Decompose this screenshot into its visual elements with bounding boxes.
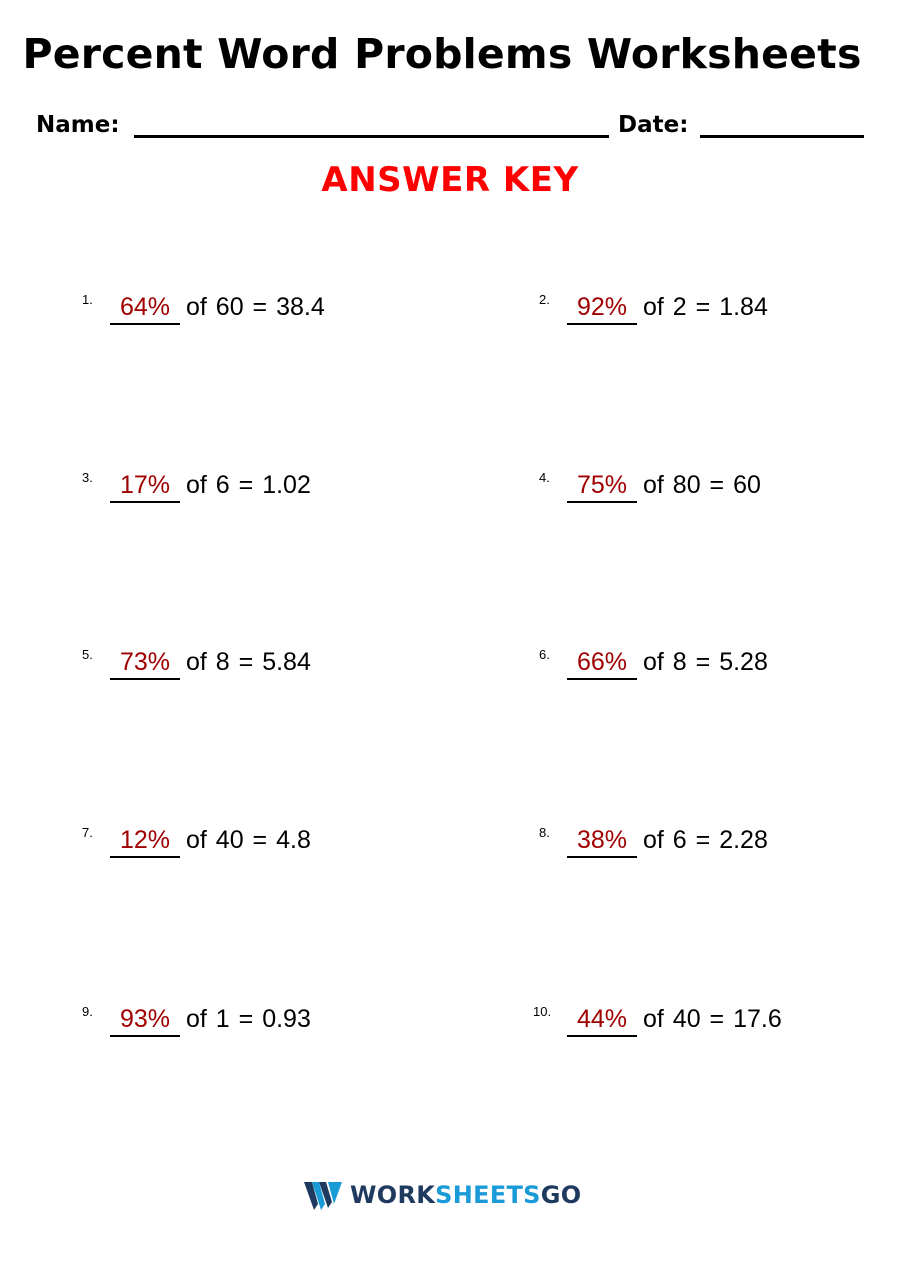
brand-part-sheets: SHEETS: [435, 1181, 541, 1209]
worksheet-title: Percent Word Problems Worksheets: [22, 30, 862, 78]
brand-name: [350, 1181, 581, 1209]
problem-answer: 38%: [567, 825, 637, 858]
problem-expression: of 1 = 0.93: [186, 1005, 311, 1033]
problem-expression: of 2 = 1.84: [643, 293, 768, 321]
brand-footer: [304, 1180, 604, 1214]
problem-number: 8.: [539, 825, 550, 840]
problem-answer: 73%: [110, 647, 180, 680]
problem-number: 5.: [82, 647, 93, 662]
problem-answer: 64%: [110, 292, 180, 325]
problem-number: 1.: [82, 292, 93, 307]
answer-key-heading: ANSWER KEY: [321, 160, 579, 200]
problem-number: 4.: [539, 470, 550, 485]
problem-expression: of 40 = 17.6: [643, 1005, 782, 1033]
problem-expression: of 40 = 4.8: [186, 826, 311, 854]
problem-answer: 75%: [567, 470, 637, 503]
problem-expression: of 6 = 2.28: [643, 826, 768, 854]
problem-answer: 92%: [567, 292, 637, 325]
problem-number: 2.: [539, 292, 550, 307]
problem-number: 6.: [539, 647, 550, 662]
brand-part-go: GO: [540, 1181, 582, 1209]
problem-expression: of 8 = 5.84: [186, 648, 311, 676]
problem-expression: of 8 = 5.28: [643, 648, 768, 676]
problem-number: 3.: [82, 470, 93, 485]
problem-number: 9.: [82, 1004, 93, 1019]
problem-number: 7.: [82, 825, 93, 840]
problem-expression: of 6 = 1.02: [186, 471, 311, 499]
date-label: Date:: [618, 112, 689, 138]
problem-answer: 12%: [110, 825, 180, 858]
problem-answer: 17%: [110, 470, 180, 503]
worksheetsgo-logo-icon: [304, 1180, 342, 1212]
name-date-row: [36, 108, 866, 144]
date-blank-line: [700, 135, 864, 138]
problem-answer: 66%: [567, 647, 637, 680]
problem-answer: 44%: [567, 1004, 637, 1037]
problem-answer: 93%: [110, 1004, 180, 1037]
problem-expression: of 80 = 60: [643, 471, 761, 499]
name-blank-line: [134, 135, 609, 138]
problem-expression: of 60 = 38.4: [186, 293, 325, 321]
brand-part-work: WORK: [350, 1181, 436, 1209]
name-label: Name:: [36, 112, 120, 138]
problem-number: 10.: [533, 1004, 552, 1019]
